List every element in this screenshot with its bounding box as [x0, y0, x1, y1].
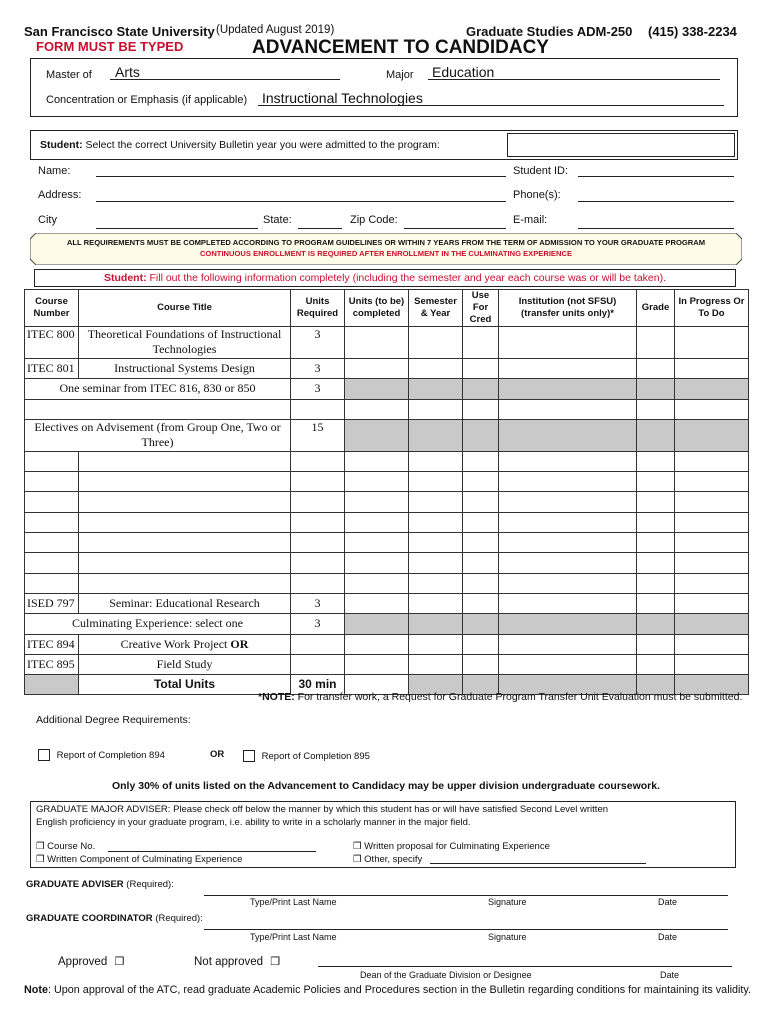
bulletin-instruction — [40, 139, 440, 151]
semester-cell[interactable] — [409, 472, 463, 492]
zip-label: Zip Code: — [350, 214, 398, 226]
progress-cell[interactable] — [675, 634, 749, 654]
col-units-completed: Units (to be) completed — [345, 290, 409, 327]
units-completed-cell[interactable] — [345, 399, 409, 419]
grade-cell[interactable] — [637, 359, 675, 379]
course-number-cell[interactable] — [25, 553, 79, 573]
institution-cell[interactable] — [499, 634, 637, 654]
or-label: OR — [210, 749, 225, 760]
progress-cell[interactable] — [675, 654, 749, 674]
concentration-input[interactable]: Instructional Technologies — [262, 90, 423, 106]
name-input[interactable] — [96, 176, 506, 177]
adviser-signature-line[interactable] — [204, 895, 728, 896]
units-completed-cell[interactable] — [345, 451, 409, 471]
approved-checkbox[interactable]: ❒ — [114, 956, 125, 968]
course-title-cell[interactable] — [79, 533, 291, 553]
course-title-cell[interactable] — [79, 553, 291, 573]
course-title: Electives on Advisement (from Group One, Two or Three) — [25, 419, 291, 451]
shaded-cell — [499, 614, 637, 634]
course-number: ISED 797 — [25, 593, 79, 613]
footer-bold: Note — [24, 984, 48, 996]
student-id-input[interactable] — [578, 176, 734, 177]
email-input[interactable] — [578, 228, 734, 229]
units-completed-cell[interactable] — [345, 327, 409, 359]
grade-cell[interactable] — [637, 634, 675, 654]
grade-cell[interactable] — [637, 593, 675, 613]
fill-instruction-text: Fill out the following information completely (including the semester and year each course was or will be taken). — [149, 272, 666, 284]
semester-cell[interactable] — [409, 492, 463, 512]
institution-cell[interactable] — [499, 492, 637, 512]
student-id-label: Student ID: — [513, 165, 569, 177]
table-header-row — [25, 290, 749, 327]
state-label: State: — [263, 214, 292, 226]
units-cell[interactable] — [291, 634, 345, 654]
progress-cell[interactable] — [675, 492, 749, 512]
units-cell[interactable] — [291, 512, 345, 532]
institution-cell[interactable] — [499, 573, 637, 593]
city-input[interactable] — [96, 228, 258, 229]
note-text: For transfer work, a Request for Graduate Program Transfer Unit Evaluation must be submitted. — [297, 691, 743, 703]
progress-cell[interactable] — [675, 512, 749, 532]
master-input[interactable]: Arts — [115, 64, 140, 80]
semester-cell[interactable] — [409, 593, 463, 613]
institution-cell[interactable] — [499, 451, 637, 471]
course-no-checkbox[interactable]: ❒ — [36, 841, 45, 852]
units-completed-cell[interactable] — [345, 359, 409, 379]
cred-cell[interactable] — [463, 399, 499, 419]
table-row — [25, 593, 749, 613]
table-row — [25, 451, 749, 471]
cred-cell[interactable] — [463, 359, 499, 379]
institution-cell[interactable] — [499, 472, 637, 492]
updated-date: (Updated August 2019) — [216, 24, 335, 36]
written-proposal-label: Written proposal for Culminating Experience — [364, 841, 550, 852]
progress-cell[interactable] — [675, 399, 749, 419]
shaded-cell — [675, 379, 749, 399]
coordinator-signature-line[interactable] — [204, 929, 728, 930]
grade-cell[interactable] — [637, 512, 675, 532]
phone-number: (415) 338-2234 — [648, 24, 737, 39]
col-use-for-cred: Use For Cred — [463, 290, 499, 327]
units-completed-cell[interactable] — [345, 533, 409, 553]
units-required: 3 — [291, 327, 345, 359]
address-label: Address: — [38, 189, 82, 201]
footer-text: : Upon approval of the ATC, read graduate Academic Policies and Procedures section in the Bulletin regarding conditions for maintaining its validity. — [48, 984, 751, 996]
table-row — [25, 419, 749, 451]
units-cell[interactable] — [291, 533, 345, 553]
course-title: One seminar from ITEC 816, 830 or 850 — [25, 379, 291, 399]
cred-cell[interactable] — [463, 533, 499, 553]
requirements-line2: CONTINUOUS ENROLLMENT IS REQUIRED AFTER ENROLLMENT IN THE CULMINATING EXPERIENCE — [199, 249, 573, 258]
institution-cell[interactable] — [499, 512, 637, 532]
shaded-cell — [637, 419, 675, 451]
not-approved-option[interactable] — [194, 955, 280, 968]
dean-date-caption: Date — [660, 970, 680, 980]
units-required: 15 — [291, 419, 345, 451]
cred-cell[interactable] — [463, 593, 499, 613]
grade-cell[interactable] — [637, 399, 675, 419]
course-title — [79, 634, 291, 654]
email-label: E-mail: — [513, 214, 548, 226]
upper-division-note: Only 30% of units listed on the Advancement to Candidacy may be upper division undergraduate coursework. — [111, 780, 661, 792]
shaded-cell — [637, 379, 675, 399]
written-proposal-option[interactable] — [353, 841, 550, 852]
progress-cell[interactable] — [675, 573, 749, 593]
table-row — [25, 634, 749, 654]
shaded-cell — [409, 614, 463, 634]
course-title-cell[interactable] — [79, 492, 291, 512]
cred-cell[interactable] — [463, 472, 499, 492]
cred-cell[interactable] — [463, 492, 499, 512]
state-input[interactable] — [298, 228, 342, 229]
institution-cell[interactable] — [499, 593, 637, 613]
report-895-label: Report of Completion 895 — [261, 750, 370, 762]
progress-cell[interactable] — [675, 451, 749, 471]
course-title: Culminating Experience: select one — [25, 614, 291, 634]
other-option[interactable] — [353, 854, 422, 865]
or-text: OR — [230, 636, 249, 651]
master-label: Master of — [46, 69, 92, 81]
col-course-title: Course Title — [79, 290, 291, 327]
course-title: Field Study — [79, 654, 291, 674]
shaded-cell — [675, 419, 749, 451]
progress-cell[interactable] — [675, 472, 749, 492]
units-completed-cell[interactable] — [345, 512, 409, 532]
table-row — [25, 359, 749, 379]
table-row — [25, 654, 749, 674]
table-row — [25, 512, 749, 532]
written-proposal-checkbox[interactable]: ❒ — [353, 841, 362, 852]
units-cell[interactable] — [291, 654, 345, 674]
grade-cell[interactable] — [637, 573, 675, 593]
adviser-signature-caption: Signature — [488, 897, 527, 907]
phone-input[interactable] — [578, 201, 734, 202]
shaded-cell — [409, 419, 463, 451]
not-approved-checkbox[interactable]: ❒ — [270, 956, 281, 968]
units-completed-cell[interactable] — [345, 472, 409, 492]
table-row — [25, 399, 749, 419]
fill-instruction — [34, 272, 736, 284]
adviser-bold: GRADUATE ADVISER — [26, 879, 124, 890]
name-label: Name: — [38, 165, 71, 177]
units-required: 3 — [291, 359, 345, 379]
other-checkbox[interactable]: ❒ — [353, 854, 362, 865]
semester-cell[interactable] — [409, 399, 463, 419]
progress-cell[interactable] — [675, 533, 749, 553]
note-bold: *NOTE: — [258, 691, 295, 703]
institution-cell[interactable] — [499, 553, 637, 573]
course-title-cell[interactable] — [79, 573, 291, 593]
dean-caption: Dean of the Graduate Division or Designee — [360, 970, 532, 980]
approved-label: Approved — [58, 956, 108, 968]
major-label: Major — [386, 69, 414, 81]
shaded-cell — [499, 379, 637, 399]
course-title: Seminar: Educational Research — [79, 593, 291, 613]
coordinator-signature-caption: Signature — [488, 932, 527, 942]
course-title-text: Creative Work Project — [120, 636, 228, 651]
report-895-checkbox[interactable] — [243, 750, 255, 762]
course-no-input[interactable] — [108, 851, 316, 852]
requirements-line1: ALL REQUIREMENTS MUST BE COMPLETED ACCORDING TO PROGRAM GUIDELINES OR WITHIN 7 YEARS FROM THE TERM OF ADMISSION TO YOUR GRADUATE PROGRAM — [66, 238, 706, 247]
cred-cell[interactable] — [463, 553, 499, 573]
course-number: ITEC 895 — [25, 654, 79, 674]
must-type-warning: FORM MUST BE TYPED — [36, 39, 184, 54]
course-table — [24, 289, 749, 695]
shaded-cell — [637, 614, 675, 634]
semester-cell[interactable] — [409, 512, 463, 532]
course-no-label: Course No. — [47, 841, 96, 852]
form-title: ADVANCEMENT TO CANDIDACY — [252, 37, 549, 58]
table-row — [25, 492, 749, 512]
additional-label: Additional Degree Requirements: — [36, 714, 191, 726]
shaded-cell — [463, 379, 499, 399]
units-cell[interactable] — [291, 472, 345, 492]
master-line — [110, 79, 340, 80]
dean-signature-line[interactable] — [318, 966, 732, 967]
grade-cell[interactable] — [637, 654, 675, 674]
adviser-instruction: GRADUATE MAJOR ADVISER: Please check off below the manner by which this student has or will have satisfied Second Level written English proficiency in your graduate program, i.e. ability to write in a scholarly manner in the major field. — [36, 804, 609, 828]
course-title: Instructional Systems Design — [79, 359, 291, 379]
units-completed-cell[interactable] — [345, 634, 409, 654]
written-component-option[interactable] — [36, 854, 242, 865]
report-894-label: Report of Completion 894 — [56, 749, 165, 761]
table-row — [25, 379, 749, 399]
grade-cell[interactable] — [637, 533, 675, 553]
units-completed-cell[interactable] — [345, 573, 409, 593]
progress-cell[interactable] — [675, 593, 749, 613]
col-grade: Grade — [637, 290, 675, 327]
course-number-cell[interactable] — [25, 573, 79, 593]
shaded-cell — [345, 379, 409, 399]
institution-cell[interactable] — [499, 533, 637, 553]
adviser-signature-label — [26, 879, 174, 890]
units-cell[interactable] — [291, 573, 345, 593]
grade-cell[interactable] — [637, 553, 675, 573]
adviser-date-caption: Date — [658, 897, 678, 907]
institution-cell[interactable] — [499, 399, 637, 419]
col-semester-year: Semester & Year — [409, 290, 463, 327]
zip-input[interactable] — [404, 228, 506, 229]
concentration-label: Concentration or Emphasis (if applicable) — [46, 94, 248, 106]
approved-option[interactable] — [58, 955, 124, 968]
col-course-number: Course Number — [25, 290, 79, 327]
grade-cell[interactable] — [637, 327, 675, 359]
not-approved-label: Not approved — [194, 956, 264, 968]
coordinator-required: (Required): — [155, 913, 203, 924]
form-number: Graduate Studies ADM-250 — [466, 24, 633, 39]
cred-cell[interactable] — [463, 327, 499, 359]
units-required: 3 — [291, 593, 345, 613]
course-title-cell[interactable] — [79, 512, 291, 532]
course-number: ITEC 801 — [25, 359, 79, 379]
col-units-required: Units Required — [291, 290, 345, 327]
shaded-cell — [345, 419, 409, 451]
footer-note — [24, 984, 751, 996]
course-number-cell[interactable] — [25, 512, 79, 532]
total-label: Total Units — [79, 675, 291, 695]
table-row — [25, 327, 749, 359]
progress-cell[interactable] — [675, 327, 749, 359]
report-894-checkbox[interactable] — [38, 749, 50, 761]
semester-cell[interactable] — [409, 634, 463, 654]
cred-cell[interactable] — [463, 654, 499, 674]
course-cell[interactable] — [25, 399, 291, 419]
cred-cell[interactable] — [463, 573, 499, 593]
grade-cell[interactable] — [637, 472, 675, 492]
written-component-label: Written Component of Culminating Experience — [47, 854, 243, 865]
course-title-cell[interactable] — [79, 451, 291, 471]
city-label: City — [38, 214, 57, 226]
cred-cell[interactable] — [463, 451, 499, 471]
units-completed-cell[interactable] — [345, 492, 409, 512]
table-row — [25, 614, 749, 634]
units-cell[interactable] — [291, 492, 345, 512]
units-completed-cell[interactable] — [345, 593, 409, 613]
cred-cell[interactable] — [463, 512, 499, 532]
grade-cell[interactable] — [637, 492, 675, 512]
shaded-cell — [345, 614, 409, 634]
semester-cell[interactable] — [409, 573, 463, 593]
progress-cell[interactable] — [675, 553, 749, 573]
other-input[interactable] — [430, 863, 646, 864]
coordinator-date-caption: Date — [658, 932, 678, 942]
report-894-option[interactable] — [38, 749, 165, 761]
course-title: Theoretical Foundations of Instructional Technologies — [79, 327, 291, 359]
shaded-cell — [25, 675, 79, 695]
shaded-cell — [463, 419, 499, 451]
fill-instruction-bold: Student: — [104, 272, 147, 284]
bulletin-bold: Student: — [40, 139, 83, 151]
table-row — [25, 573, 749, 593]
progress-cell[interactable] — [675, 359, 749, 379]
shaded-cell — [675, 614, 749, 634]
university-name: San Francisco State University — [24, 24, 215, 39]
units-required: 3 — [291, 614, 345, 634]
other-label: Other, specify — [364, 854, 423, 865]
semester-cell[interactable] — [409, 533, 463, 553]
grade-cell[interactable] — [637, 451, 675, 471]
shaded-cell — [499, 419, 637, 451]
institution-cell[interactable] — [499, 654, 637, 674]
units-required: 3 — [291, 379, 345, 399]
adviser-type-print-label: Type/Print Last Name — [250, 897, 337, 907]
cred-cell[interactable] — [463, 634, 499, 654]
semester-cell[interactable] — [409, 359, 463, 379]
written-component-checkbox[interactable]: ❒ — [36, 854, 45, 865]
institution-cell[interactable] — [499, 327, 637, 359]
major-input[interactable]: Education — [432, 64, 495, 80]
course-number-cell[interactable] — [25, 492, 79, 512]
units-cell[interactable] — [291, 553, 345, 573]
course-title-cell[interactable] — [79, 472, 291, 492]
units-cell[interactable] — [291, 399, 345, 419]
coordinator-signature-label — [26, 913, 203, 924]
bulletin-text: Select the correct University Bulletin year you were admitted to the program: — [85, 139, 440, 151]
transfer-note — [258, 691, 742, 703]
semester-cell[interactable] — [409, 654, 463, 674]
coordinator-bold: GRADUATE COORDINATOR — [26, 913, 153, 924]
address-input[interactable] — [96, 201, 506, 202]
table-row — [25, 472, 749, 492]
shaded-cell — [409, 379, 463, 399]
units-completed-cell[interactable] — [345, 654, 409, 674]
adviser-required: (Required): — [126, 879, 174, 890]
institution-cell[interactable] — [499, 359, 637, 379]
phone-label: Phone(s): — [513, 189, 561, 201]
semester-cell[interactable] — [409, 451, 463, 471]
total-value: 30 min — [291, 675, 345, 695]
course-number: ITEC 800 — [25, 327, 79, 359]
semester-cell[interactable] — [409, 327, 463, 359]
course-number-cell[interactable] — [25, 533, 79, 553]
bulletin-year-input[interactable] — [507, 133, 735, 157]
coordinator-type-print-label: Type/Print Last Name — [250, 932, 337, 942]
shaded-cell — [463, 614, 499, 634]
table-row — [25, 553, 749, 573]
units-cell[interactable] — [291, 451, 345, 471]
col-in-progress: In Progress Or To Do — [675, 290, 749, 327]
units-completed-cell[interactable] — [345, 553, 409, 573]
col-institution: Institution (not SFSU) (transfer units only)* — [499, 290, 637, 327]
semester-cell[interactable] — [409, 553, 463, 573]
course-no-option[interactable] — [36, 841, 95, 852]
course-number: ITEC 894 — [25, 634, 79, 654]
table-row — [25, 533, 749, 553]
course-number-cell[interactable] — [25, 472, 79, 492]
report-895-option[interactable] — [243, 750, 370, 762]
course-number-cell[interactable] — [25, 451, 79, 471]
